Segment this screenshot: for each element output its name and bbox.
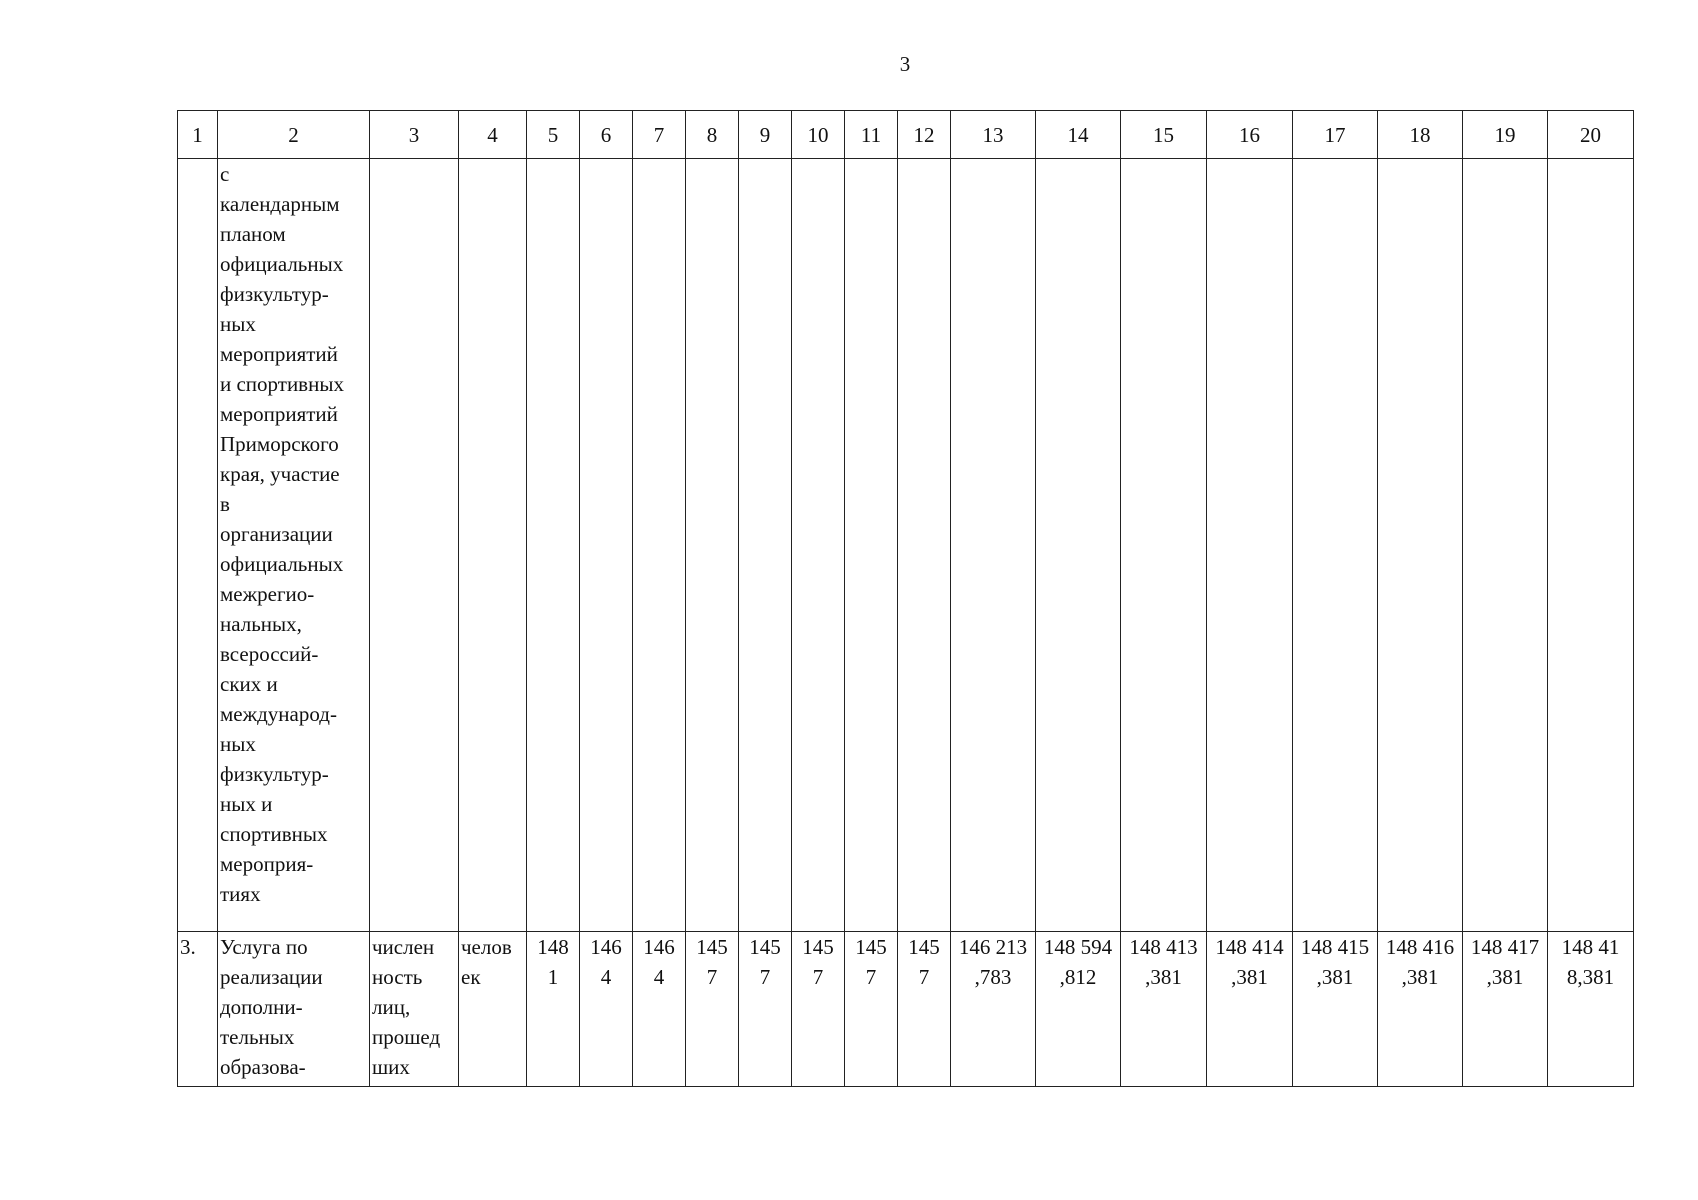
cell-amount xyxy=(1121,932,1207,1087)
cell-value xyxy=(898,932,951,1087)
cell-line: организации xyxy=(220,522,333,546)
cell-value xyxy=(580,932,633,1087)
header-cell: 8 xyxy=(686,111,739,159)
cell-line: ных xyxy=(220,312,256,336)
cell-line: 1 xyxy=(547,965,559,989)
table-cell xyxy=(459,159,527,932)
header-cell: 20 xyxy=(1548,111,1634,159)
table-cell xyxy=(845,159,898,932)
cell-line: Приморского xyxy=(220,432,339,456)
cell-line: тиях xyxy=(220,882,261,906)
header-cell: 7 xyxy=(633,111,686,159)
header-cell: 19 xyxy=(1463,111,1548,159)
cell-line: 148 413 xyxy=(1129,935,1198,959)
data-table xyxy=(177,110,1634,1087)
cell-line: в xyxy=(220,492,230,516)
cell-line: 7 xyxy=(812,965,824,989)
cell-line: челов xyxy=(461,935,512,959)
table-cell xyxy=(1378,159,1463,932)
cell-line: 4 xyxy=(600,965,612,989)
header-cell: 3 xyxy=(370,111,459,159)
cell-amount xyxy=(1548,932,1634,1087)
header-cell: 10 xyxy=(792,111,845,159)
cell-service-name xyxy=(218,932,370,1087)
cell-amount xyxy=(1378,932,1463,1087)
cell-value xyxy=(633,932,686,1087)
cell-value xyxy=(739,932,792,1087)
cell-line: мероприятий xyxy=(220,402,338,426)
cell-line: реализации xyxy=(220,965,323,989)
header-cell: 14 xyxy=(1036,111,1121,159)
header-cell: 4 xyxy=(459,111,527,159)
cell-line: лиц, xyxy=(372,995,411,1019)
cell-line: ских и xyxy=(220,672,278,696)
cell-line: 145 xyxy=(802,935,834,959)
cell-line: международ- xyxy=(220,702,337,726)
cell-line: физкультур- xyxy=(220,762,329,786)
header-cell: 6 xyxy=(580,111,633,159)
cell-line: 148 417 xyxy=(1470,935,1540,959)
table-cell xyxy=(1548,159,1634,932)
cell-description xyxy=(218,159,370,932)
table-cell xyxy=(580,159,633,932)
cell-line: ек xyxy=(461,965,481,989)
cell-line: физкультур- xyxy=(220,282,329,306)
cell-line: ,783 xyxy=(974,965,1012,989)
cell-line: 7 xyxy=(865,965,877,989)
cell-amount xyxy=(1293,932,1378,1087)
cell-line: ших xyxy=(372,1055,410,1079)
cell-line: 145 xyxy=(696,935,728,959)
cell-line: ,381 xyxy=(1145,965,1182,989)
table-cell xyxy=(527,159,580,932)
table-cell xyxy=(739,159,792,932)
cell-line: мероприятий xyxy=(220,342,338,366)
table-cell xyxy=(1463,159,1548,932)
header-cell: 12 xyxy=(898,111,951,159)
cell-line: 148 594 xyxy=(1043,935,1113,959)
cell-line: 146 213 xyxy=(958,935,1028,959)
header-cell: 5 xyxy=(527,111,580,159)
table-cell xyxy=(370,159,459,932)
cell-line: 146 xyxy=(643,935,675,959)
header-cell: 1 xyxy=(178,111,218,159)
cell-line: спортивных xyxy=(220,822,328,846)
cell-line: 148 416 xyxy=(1385,935,1455,959)
cell-line: нальных, xyxy=(220,612,302,636)
cell-line: с xyxy=(220,162,230,186)
cell-line: ность xyxy=(372,965,423,989)
cell-line: 145 xyxy=(855,935,887,959)
table-cell xyxy=(951,159,1036,932)
cell-index: 3. xyxy=(178,932,218,1087)
cell-line: межрегио- xyxy=(220,582,315,606)
cell-line: календарным xyxy=(220,192,340,216)
cell-line: всероссий- xyxy=(220,642,319,666)
cell-line: ,381 xyxy=(1486,965,1524,989)
cell-amount xyxy=(1036,932,1121,1087)
cell-line: и спортивных xyxy=(220,372,344,396)
header-cell: 11 xyxy=(845,111,898,159)
cell-indicator xyxy=(370,932,459,1087)
cell-value xyxy=(527,932,580,1087)
table-row-3 xyxy=(178,932,1634,1087)
page-number: 3 xyxy=(899,52,911,76)
cell-line: ,812 xyxy=(1059,965,1097,989)
table-cell xyxy=(1036,159,1121,932)
cell-line: Услуга по xyxy=(220,935,308,959)
cell-value xyxy=(686,932,739,1087)
cell-line: 7 xyxy=(918,965,930,989)
cell-line: планом xyxy=(220,222,286,246)
cell-value xyxy=(792,932,845,1087)
cell-amount xyxy=(1463,932,1548,1087)
cell-line: 145 xyxy=(749,935,781,959)
table-cell xyxy=(1293,159,1378,932)
cell-line: 7 xyxy=(706,965,718,989)
cell-amount xyxy=(951,932,1036,1087)
header-cell: 2 xyxy=(218,111,370,159)
cell-line: 148 41 xyxy=(1561,935,1620,959)
cell-line: ,381 xyxy=(1401,965,1439,989)
cell-line: 145 xyxy=(908,935,940,959)
cell-line: 148 xyxy=(537,935,569,959)
cell-line: числен xyxy=(372,935,435,959)
header-cell: 18 xyxy=(1378,111,1463,159)
table-cell xyxy=(898,159,951,932)
cell-line: прошед xyxy=(372,1025,441,1049)
cell-line: края, участие xyxy=(220,462,340,486)
cell-line: ,381 xyxy=(1316,965,1354,989)
cell-line: ,381 xyxy=(1231,965,1268,989)
cell-line: тельных xyxy=(220,1025,295,1049)
header-cell: 15 xyxy=(1121,111,1207,159)
header-cell: 9 xyxy=(739,111,792,159)
header-cell: 17 xyxy=(1293,111,1378,159)
cell-index xyxy=(178,159,218,932)
cell-value xyxy=(845,932,898,1087)
cell-amount xyxy=(1207,932,1293,1087)
cell-line: образова- xyxy=(220,1055,306,1079)
table-cell xyxy=(792,159,845,932)
header-row xyxy=(178,111,1634,159)
cell-line: 148 415 xyxy=(1300,935,1370,959)
cell-unit xyxy=(459,932,527,1087)
cell-line: 7 xyxy=(759,965,771,989)
table-cell xyxy=(1207,159,1293,932)
cell-line: 146 xyxy=(590,935,622,959)
cell-line: 4 xyxy=(653,965,665,989)
cell-line: официальных xyxy=(220,252,344,276)
table-cell xyxy=(633,159,686,932)
cell-line: ных xyxy=(220,732,256,756)
cell-line: мероприя- xyxy=(220,852,314,876)
cell-line: дополни- xyxy=(220,995,303,1019)
cell-line: официальных xyxy=(220,552,344,576)
table-row-continuation xyxy=(178,159,1634,932)
table-cell xyxy=(1121,159,1207,932)
table-cell xyxy=(686,159,739,932)
header-cell: 13 xyxy=(951,111,1036,159)
cell-line: 8,381 xyxy=(1566,965,1615,989)
header-cell: 16 xyxy=(1207,111,1293,159)
cell-line: ных и xyxy=(220,792,273,816)
cell-line: 148 414 xyxy=(1215,935,1284,959)
